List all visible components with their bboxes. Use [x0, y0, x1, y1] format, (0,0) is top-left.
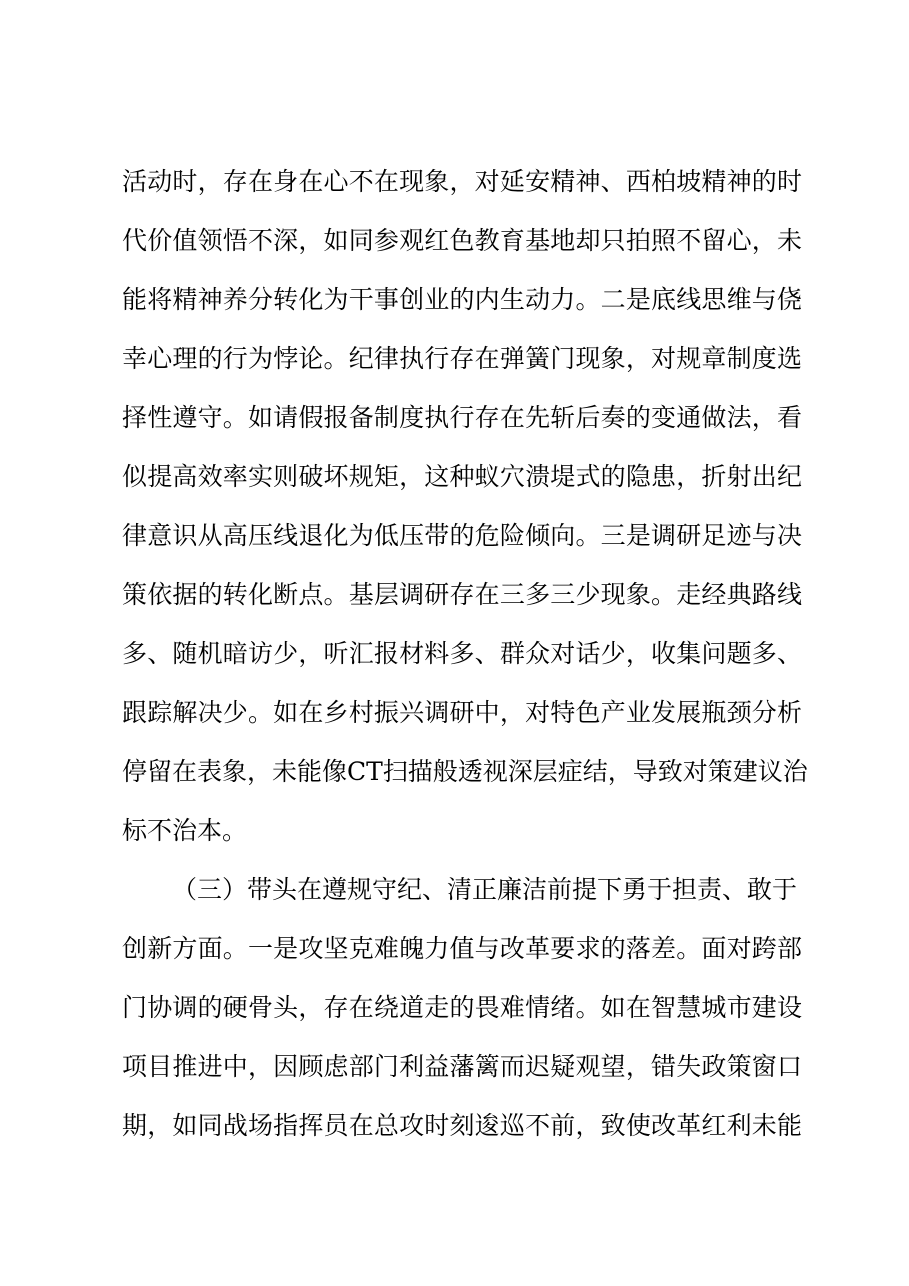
- paragraph-line: 标不治本。: [122, 816, 248, 845]
- paragraph-line: 幸心理的行为悖论。纪律执行存在弹簧门现象，对规章制度选: [122, 344, 802, 373]
- paragraph-line: 多、随机暗访少，听汇报材料多、群众对话少，收集问题多、: [122, 639, 802, 668]
- paragraph-line: 择性遵守。如请假报备制度执行存在先斩后奏的变通做法，看: [122, 403, 802, 432]
- paragraph-line: 跟踪解决少。如在乡村振兴调研中，对特色产业发展瓶颈分析: [122, 698, 802, 727]
- paragraph-line: 律意识从高压线退化为低压带的危险倾向。三是调研足迹与决: [122, 521, 802, 550]
- paragraph-line: 门协调的硬骨头，存在绕道走的畏难情绪。如在智慧城市建设: [122, 993, 802, 1022]
- paragraph-line: 活动时，存在身在心不在现象，对延安精神、西柏坡精神的时: [122, 167, 802, 196]
- paragraph-line: 项目推进中，因顾虑部门利益藩篱而迟疑观望，错失政策窗口: [122, 1052, 802, 1081]
- paragraph-line: 创新方面。一是攻坚克难魄力值与改革要求的落差。面对跨部: [122, 934, 802, 963]
- paragraph-line: 能将精神养分转化为干事创业的内生动力。二是底线思维与侥: [122, 285, 802, 314]
- paragraph-line: 似提高效率实则破坏规矩，这种蚁穴溃堤式的隐患，折射出纪: [122, 462, 802, 491]
- paragraph-line: 期，如同战场指挥员在总攻时刻逡巡不前，致使改革红利未能: [122, 1111, 802, 1140]
- paragraph-line: 策依据的转化断点。基层调研存在三多三少现象。走经典路线: [122, 580, 802, 609]
- paragraph-line: 代价值领悟不深，如同参观红色教育基地却只拍照不留心，未: [122, 226, 802, 255]
- section-heading-line: （三）带头在遵规守纪、清正廉洁前提下勇于担责、敢于: [172, 875, 798, 904]
- paragraph-line: 停留在表象，未能像CT扫描般透视深层症结，导致对策建议治: [122, 757, 808, 786]
